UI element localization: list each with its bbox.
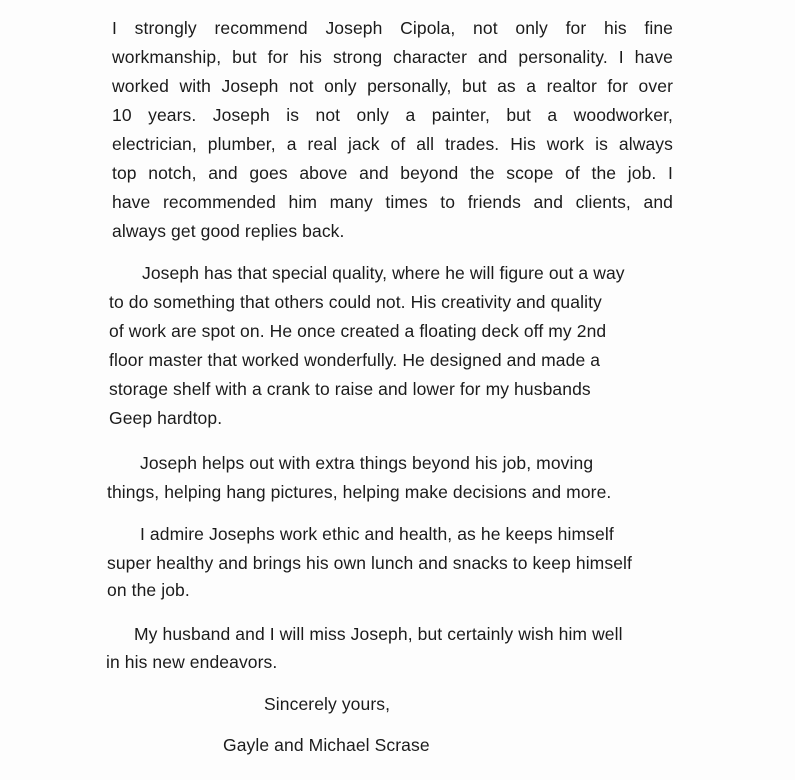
paragraph-line: Joseph helps out with extra things beyond his job, moving — [140, 453, 594, 473]
paragraph-line: Geep hardtop. — [109, 408, 223, 428]
paragraph-line: of work are spot on. He once created a floating deck off my 2nd — [109, 321, 607, 341]
paragraph-line: I admire Josephs work ethic and health, as he keeps himself — [140, 524, 614, 544]
paragraph-line: worked with Joseph not only personally, but as a realtor for over — [112, 76, 673, 96]
paragraph-line: electrician, plumber, a real jack of all trades. His work is always — [112, 134, 673, 154]
paragraph-line: to do something that others could not. His creativity and quality — [109, 292, 602, 312]
paragraph-line: on the job. — [107, 580, 190, 600]
paragraph-line: super healthy and brings his own lunch and snacks to keep himself — [107, 553, 632, 573]
paragraph-line: My husband and I will miss Joseph, but certainly wish him well — [134, 624, 623, 644]
paragraph-line: I strongly recommend Joseph Cipola, not only for his fine — [112, 18, 673, 38]
paragraph-line: things, helping hang pictures, helping make decisions and more. — [107, 482, 612, 502]
paragraph-line: workmanship, but for his strong character and personality. I have — [112, 47, 673, 67]
paragraph-line: storage shelf with a crank to raise and lower for my husbands — [109, 379, 591, 399]
closing-text: Sincerely yours, — [264, 694, 391, 714]
paragraph-line: have recommended him many times to friends and clients, and — [112, 192, 673, 212]
paragraph-line: 10 years. Joseph is not only a painter, but a woodworker, — [112, 105, 673, 125]
paragraph-line: top notch, and goes above and beyond the scope of the job. I — [112, 163, 673, 183]
signature-names: Gayle and Michael Scrase — [223, 735, 430, 755]
paragraph-line: in his new endeavors. — [106, 652, 278, 672]
paragraph-line: Joseph has that special quality, where he will figure out a way — [142, 263, 625, 283]
paragraph-line: floor master that worked wonderfully. He designed and made a — [109, 350, 601, 370]
paragraph-line: always get good replies back. — [112, 221, 345, 241]
